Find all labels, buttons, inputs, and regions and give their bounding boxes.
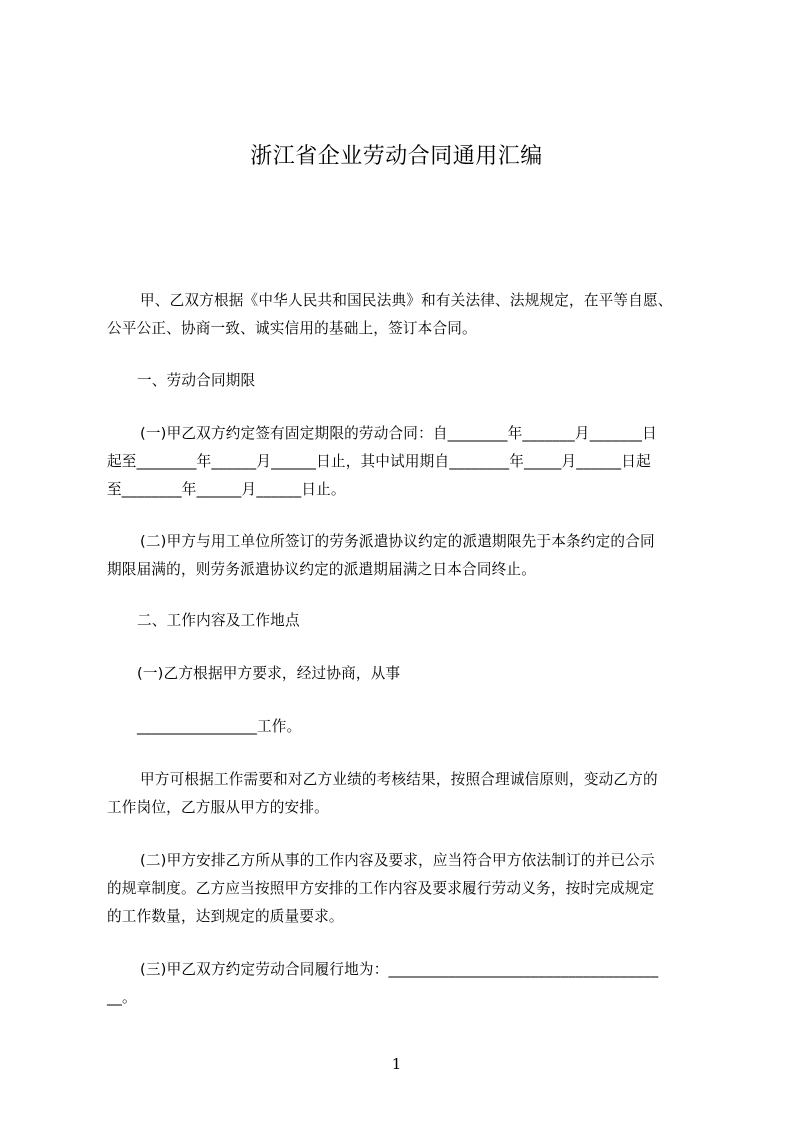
paragraph-line: 甲方可根据工作需要和对乙方业绩的考核结果，按照合理诚信原则，变动乙方的 bbox=[140, 771, 658, 788]
paragraph-line: 起至________年______月______日止，其中试用期自________年_____月______日起 bbox=[107, 453, 651, 470]
paragraph-line: 公平公正、协商一致、诚实信用的基础上，签订本合同。 bbox=[107, 320, 477, 337]
paragraph-line: 的工作数量，达到规定的质量要求。 bbox=[107, 908, 344, 925]
paragraph-line: __。 bbox=[107, 989, 137, 1006]
document-title: 浙江省企业劳动合同通用汇编 bbox=[250, 144, 543, 169]
section-heading: 二、工作内容及工作地点 bbox=[137, 612, 300, 629]
paragraph-line: ________________工作。 bbox=[137, 718, 302, 735]
page-number: 1 bbox=[391, 1055, 402, 1073]
paragraph-line: 期限届满的，则劳务派遣协议约定的派遣期届满之日本合同终止。 bbox=[107, 561, 537, 578]
paragraph-line: 的规章制度。乙方应当按照甲方安排的工作内容及要求履行劳动义务，按时完成规定 bbox=[107, 880, 655, 897]
paragraph-line: (一)甲乙双方约定签有固定期限的劳动合同：自________年_______月_______日 bbox=[140, 425, 657, 442]
paragraph-line: (三)甲乙双方约定劳动合同履行地为：____________________________________ bbox=[140, 961, 659, 978]
paragraph-line: 甲、乙双方根据《中华人民共和国民法典》和有关法律、法规规定，在平等自愿、 bbox=[140, 292, 673, 309]
paragraph-line: 至________年______月______日止。 bbox=[107, 481, 346, 498]
section-heading: 一、劳动合同期限 bbox=[137, 372, 256, 389]
paragraph-line: (一)乙方根据甲方要求，经过协商，从事 bbox=[137, 665, 401, 682]
paragraph-line: 工作岗位，乙方服从甲方的安排。 bbox=[107, 799, 329, 816]
paragraph-line: (二)甲方与用工单位所签订的劳务派遣协议约定的派遣期限先于本条约定的合同 bbox=[140, 533, 655, 550]
paragraph-line: (二)甲方安排乙方所从事的工作内容及要求，应当符合甲方依法制订的并已公示 bbox=[140, 852, 655, 869]
